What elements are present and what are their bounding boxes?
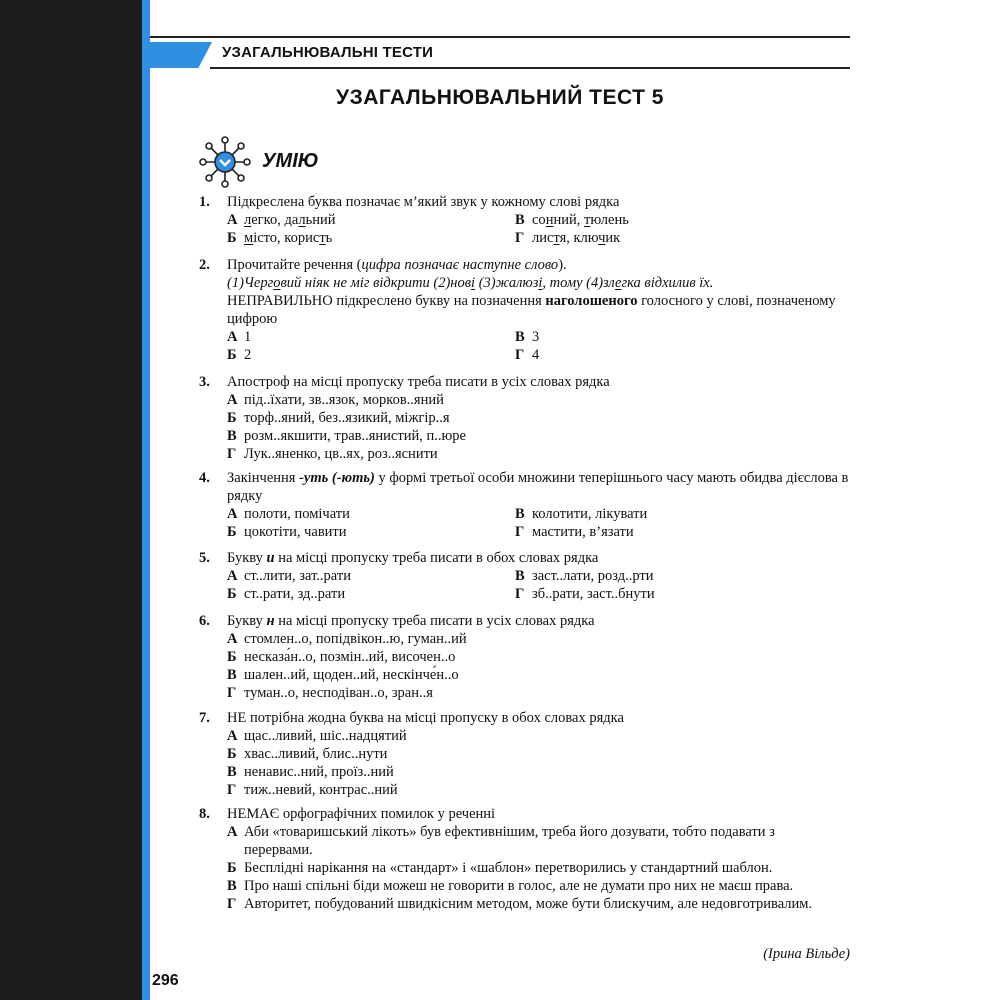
question-3 (199, 373, 851, 463)
skills-network-icon (199, 136, 251, 188)
option-v[interactable]: В розм..якшити, трав..янистий, п..юре (227, 428, 466, 444)
question-sentence: (1)Черговий ніяк не міг відкрити (2)нові (3)жалюзі, тому (4)злегка відхилив їх. (227, 275, 714, 291)
question-stem: Закінчення -уть (-ють) у формі третьої особи множини теперішнього часу мають обидва дієслова в рядку (227, 470, 849, 504)
test-title: УЗАГАЛЬНЮВАЛЬНИЙ ТЕСТ 5 (336, 86, 664, 109)
answer-options (227, 630, 851, 702)
option-g[interactable]: Г Лук..яненко, цв..ях, роз..яснити (227, 446, 438, 462)
question-stem: НЕМАЄ орфографічних помилок у реченні (227, 806, 496, 822)
question-7 (199, 709, 851, 799)
option-g[interactable]: Г туман..о, несподіван..о, зран..я (227, 685, 433, 701)
question-5 (199, 549, 851, 603)
question-8 (199, 805, 851, 913)
question-stem: Прочитайте речення (цифра позначає наступне слово). (227, 257, 567, 273)
option-v[interactable]: В колотити, лікувати (515, 506, 648, 522)
question-stem: Апостроф на місці пропуску треба писати в усіх словах рядка (227, 374, 610, 390)
option-b[interactable]: Б цокотіти, чавити (227, 524, 347, 540)
answer-options (227, 727, 851, 799)
question-number: 7. (199, 710, 210, 726)
option-g[interactable]: Г Авторитет, побудований швидкісним методом, може бути блискучим, але недовготривалим. (227, 896, 813, 912)
question-stem: Букву н на місці пропуску треба писати в усіх словах рядка (227, 613, 595, 629)
question-number: 5. (199, 550, 210, 566)
page-number: 296 (152, 972, 179, 989)
option-a[interactable]: А полоти, помічати (227, 506, 350, 522)
question-stem: Підкреслена буква позначає м’який звук у кожному слові рядка (227, 194, 620, 210)
option-g[interactable]: Г листя, ключик (515, 230, 621, 246)
option-a[interactable]: А щас..ливий, шіс..надцятий (227, 728, 407, 744)
answer-options (227, 505, 851, 541)
question-stem: Букву и на місці пропуску треба писати в обох словах рядка (227, 550, 599, 566)
question-stem: НЕ потрібна жодна буква на місці пропуску в обох словах рядка (227, 710, 624, 726)
question-number: 3. (199, 374, 210, 390)
option-b[interactable]: Б хвас..ливий, блис..нути (227, 746, 388, 762)
option-g[interactable]: Г мастити, в’язати (515, 524, 634, 540)
question-number: 1. (199, 194, 210, 210)
quote-author: (Ірина Вільде) (763, 946, 850, 962)
option-v[interactable]: В Про наші спільні біди можеш не говорити в голос, але не думати про них не маєш права. (227, 878, 794, 894)
answer-options (227, 567, 851, 603)
question-number: 4. (199, 470, 210, 486)
question-number: 6. (199, 613, 210, 629)
option-v[interactable]: В шален..ий, щоден..ий, нескінче́н..о (227, 667, 459, 683)
option-a[interactable]: А 1 (227, 329, 252, 345)
option-v[interactable]: В ненавис..ний, проїз..ний (227, 764, 394, 780)
option-v[interactable]: В сонний, тюлень (515, 212, 629, 228)
answer-options (227, 391, 851, 463)
option-a[interactable]: А стомлен..о, попідвікон..ю, гуман..ий (227, 631, 467, 647)
question-number: 8. (199, 806, 210, 822)
question-1 (199, 193, 851, 247)
option-v[interactable]: В 3 (515, 329, 540, 345)
option-a[interactable]: А під..їхати, зв..язок, морков..яний (227, 392, 444, 408)
option-b[interactable]: Б ст..рати, зд..рати (227, 586, 346, 602)
option-g[interactable]: Г зб..рати, заст..бнути (515, 586, 655, 602)
option-b[interactable]: Б несказа́н..о, позмін..ий, височен..о (227, 649, 456, 665)
section-header-rule (210, 67, 850, 69)
option-a[interactable]: А легко, дальний (227, 212, 336, 228)
answer-options (227, 823, 827, 913)
page-edge-accent (142, 0, 150, 1000)
option-b[interactable]: Б місто, користь (227, 230, 333, 246)
option-b[interactable]: Б Бесплідні нарікання на «стандарт» і «шаблон» перетворились у стандартний шаблон. (227, 860, 773, 876)
answer-options (227, 211, 851, 247)
question-6 (199, 612, 851, 702)
option-a[interactable]: А Аби «товаришський лікоть» був ефективнішим, треба його дозувати, тобто подавати з перервами. (227, 824, 775, 858)
answer-options (227, 328, 851, 364)
section-header-title: УЗАГАЛЬНЮВАЛЬНІ ТЕСТИ (222, 44, 434, 61)
option-b[interactable]: Б 2 (227, 347, 252, 363)
question-4 (199, 469, 851, 541)
question-number: 2. (199, 257, 210, 273)
option-b[interactable]: Б торф..яний, без..язикий, міжгір..я (227, 410, 450, 426)
question-2 (199, 256, 851, 364)
question-instruction: НЕПРАВИЛЬНО підкреслено букву на позначення наголошеного голосного у слові, позначеному цифрою (227, 293, 836, 327)
option-g[interactable]: Г 4 (515, 347, 540, 363)
option-v[interactable]: В заст..лати, розд..рти (515, 568, 654, 584)
umiu-label: УМІЮ (262, 150, 319, 172)
option-a[interactable]: А ст..лити, зат..рати (227, 568, 351, 584)
page-edge-dark (0, 0, 142, 1000)
option-g[interactable]: Г тиж..невий, контрас..ний (227, 782, 398, 798)
top-rule (150, 36, 850, 38)
